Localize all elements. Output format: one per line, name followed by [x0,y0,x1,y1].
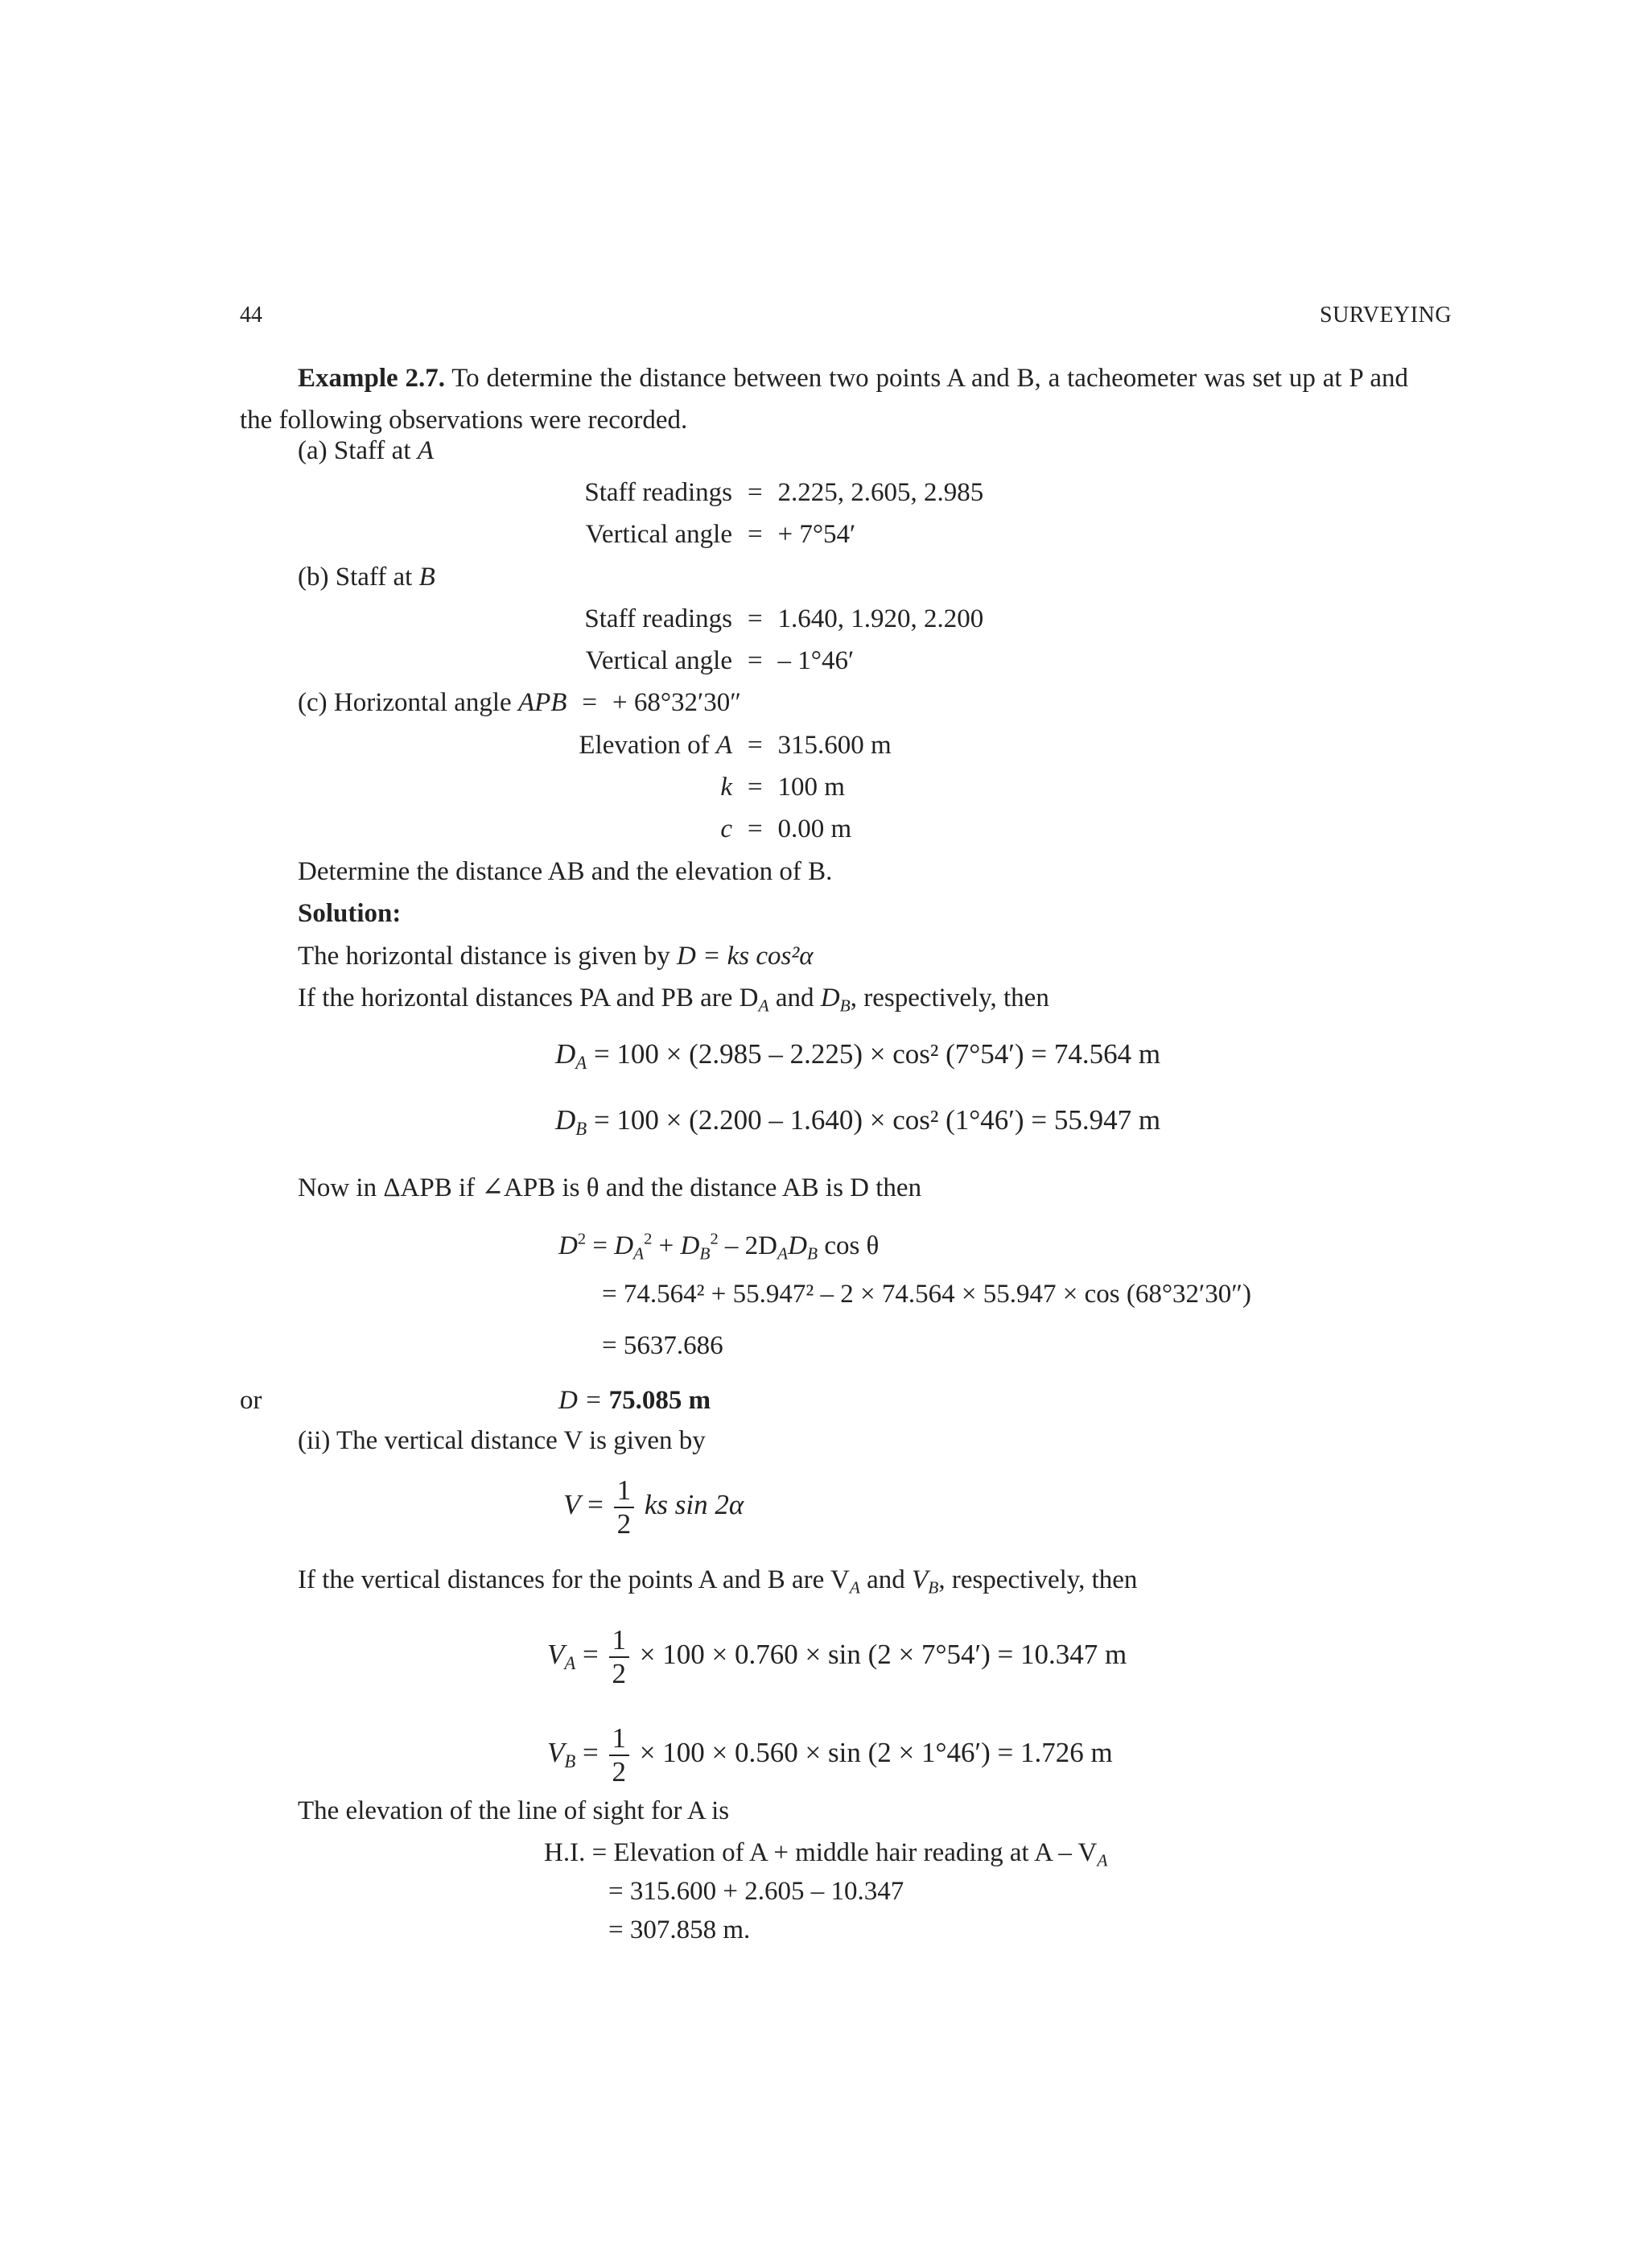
d-result-row [558,1386,711,1416]
equals-sign: = [747,731,763,760]
vb-equation-text: × 100 × 0.560 × sin (2 × 1°46′) = 1.726 m [639,1737,1113,1769]
da-equation: $D_A = 100 \times (2.985 - 2.225) \times \cos^2$ (7°54′) = 74.564 m [555,1038,1161,1073]
elevation-point: A [715,731,732,760]
if-vertical: If the vertical distances for the points A and B are $V_A$ and $V_B$, respectively, then [298,1565,1138,1598]
elevation-label-text: Elevation of [579,731,710,760]
or-label: or [240,1386,262,1415]
va-equation: $V_A$ = $\frac{1}{2}$ × 100 × 0.760 × sin (2 × 7°54′) = 10.347 m [547,1624,1127,1689]
obs-b-vert-value: – 1°46′ [777,646,855,675]
page-number: 44 [240,303,262,328]
obs-b-title-text: (b) Staff at [298,563,413,592]
k-row [555,773,845,802]
if-vertical-tail: respectively, then [951,1565,1138,1594]
now-in-line: Now in ΔAPB if ∠APB is θ and the distance AB is D then [298,1173,922,1202]
if-horizontal-tail: respectively, then [863,983,1049,1012]
obs-a-vert-row [555,520,855,550]
obs-b-title [298,563,435,592]
fraction-half: $\frac{1}{2}$ [609,1624,630,1690]
horizontal-intro-text: The horizontal distance is given by [298,942,670,971]
if-vertical-text: If the vertical distances for the points A and B are V [298,1565,850,1594]
subscript: A [849,1577,860,1598]
horizontal-intro [298,942,814,971]
example-label: Example 2.7. [298,364,446,393]
solution-heading [298,899,401,929]
k-value: 100 m [777,773,845,802]
obs-c-value: + 68°32′30″ [612,688,741,717]
d2-line3: = 5637.686 [602,1331,723,1360]
v-formula: V = $\frac{1}{2}$ ks sin 2α [563,1474,744,1540]
if-horizontal-text: If the horizontal distances PA and PB are D [298,983,759,1012]
equals-sign: = [582,688,598,717]
subscript: B [839,996,851,1016]
obs-b-vert-row [555,646,854,676]
example-text: To determine the distance between two points A and B, a tacheometer was set up at P and the following observations were recorded. [240,364,1408,435]
example-intro [240,357,1408,441]
running-title: SURVEYING [1320,303,1452,328]
obs-c-row [298,688,741,718]
d2-line2: = 74.564² + 55.947² – 2 × 74.564 × 55.947 × cos (68°32′30″) [602,1280,1251,1309]
obs-b-staff-label: Staff readings [584,604,732,633]
obs-b-staff-row [555,604,983,634]
obs-a-vert-label: Vertical angle [585,520,732,549]
obs-a-point: A [417,436,434,465]
obs-a-staff-label: Staff readings [584,478,732,507]
d2-line1: $D^2 = D_A^2 + D_B^2 - 2D_AD_B$ cos θ [558,1230,880,1264]
obs-a-title [298,436,434,466]
da-equation-text: = 100 × (2.985 – 2.225) × cos² (7°54′) = 74.564 m [593,1038,1161,1070]
obs-b-staff-value: 1.640, 1.920, 2.200 [777,604,984,633]
va-equation-text: × 100 × 0.760 × sin (2 × 7°54′) = 10.347 m [639,1639,1127,1671]
equals-sign: = [747,520,763,549]
elevation-label [555,731,732,761]
db-equation: $D_B = 100 \times (2.200 - 1.640) \times \cos^2$ (1°46′) = 55.947 m [555,1104,1161,1139]
hi-line2: = 315.600 + 2.605 – 10.347 [608,1877,904,1906]
c-label: c [720,814,732,843]
hi-line3: = 307.858 m. [608,1915,751,1944]
elevation-intro: The elevation of the line of sight for A is [298,1796,730,1825]
v-formula-tail: ks sin 2α [644,1489,744,1521]
subscript: A [758,996,769,1016]
equals-sign: = [747,478,763,507]
db-equation-text: = 100 × (2.200 – 1.640) × cos² (1°46′) = 55.947 m [593,1104,1161,1136]
d2-line1-tail: cos θ [824,1231,880,1260]
obs-a-staff-value: 2.225, 2.605, 2.985 [777,478,984,507]
obs-b-vert-label: Vertical angle [585,646,732,675]
obs-c-title: (c) Horizontal angle [298,688,512,717]
obs-c-angle-name: APB [517,688,567,717]
if-horizontal: If the horizontal distances PA and PB are $D_A$ and $D_B$, respectively, then [298,983,1049,1016]
fraction-half: $\frac{1}{2}$ [609,1722,630,1788]
d-result-lhs: D = [558,1386,603,1415]
k-label: k [720,773,732,802]
hi-line1: H.I. = Elevation of A + middle hair reading at A – $V_A$ [544,1838,1108,1870]
d2-line1-text: – 2D [724,1231,777,1260]
elevation-row [555,731,892,761]
horizontal-formula: D = ks cos²α [677,942,814,971]
obs-a-vert-value: + 7°54′ [777,520,856,549]
equals-sign: = [747,814,763,843]
hi-line1-text: H.I. = Elevation of A + middle hair reading at A – V [544,1838,1098,1867]
obs-a-title-text: (a) Staff at [298,436,411,465]
equals-sign: = [747,604,763,633]
obs-b-point: B [418,563,435,592]
d-result-value: 75.085 m [608,1386,711,1415]
vb-equation: $V_B$ = $\frac{1}{2}$ × 100 × 0.560 × sin (2 × 1°46′) = 1.726 m [547,1722,1113,1788]
equals-sign: = [747,646,763,675]
fraction-half: $\frac{1}{2}$ [614,1474,635,1540]
c-value: 0.00 m [777,814,852,843]
c-row [555,814,851,844]
elevation-value: 315.600 m [777,731,892,760]
solution-heading-text: Solution: [298,899,402,928]
question: Determine the distance AB and the elevation of B. [298,857,833,886]
vertical-intro: (ii) The vertical distance V is given by [298,1426,706,1455]
equals-sign: = [747,773,763,802]
obs-a-staff-row [555,478,983,508]
